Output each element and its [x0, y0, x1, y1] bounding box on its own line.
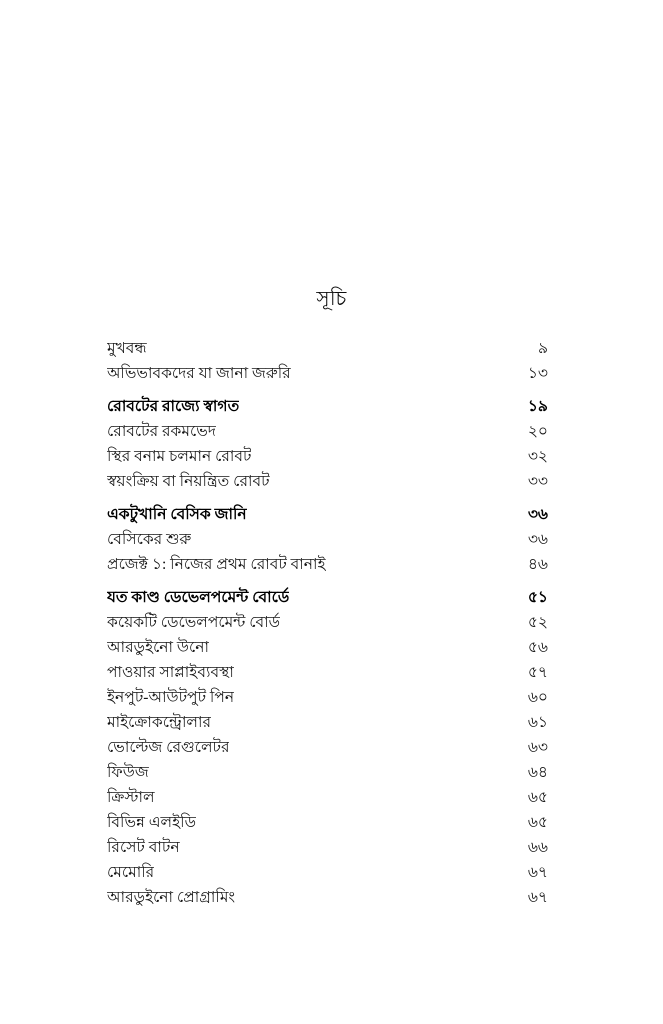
toc-entry[interactable]: [107, 810, 548, 835]
toc-entry-title: মাইক্রোকন্ট্রোলার: [107, 714, 212, 731]
toc-entry-title: ফিউজ: [107, 764, 149, 781]
toc-entry-title: মেমোরি: [107, 864, 155, 881]
toc-entry-title: রোবটের রকমভেদ: [107, 423, 216, 440]
toc-entry-title: ভোল্টেজ রেগুলেটর: [107, 739, 230, 756]
toc-entry-title: বেসিকের শুরু: [107, 531, 192, 548]
toc-entry[interactable]: [107, 635, 548, 660]
toc-entry-title: প্রজেক্ট ১: নিজের প্রথম রোবট বানাই: [107, 556, 326, 573]
toc-entry[interactable]: [107, 885, 548, 910]
toc-entry-title: ইনপুট-আউটপুট পিন: [107, 689, 235, 706]
toc-entry-page-number: ৬৩: [527, 739, 548, 756]
toc-entry-page-number: ৬৬: [527, 839, 548, 856]
page-title: সূচি: [316, 288, 347, 310]
toc-entry[interactable]: [107, 785, 548, 810]
toc-entry-title: যত কাণ্ড ডেভেলপমেন্ট বোর্ডে: [107, 589, 290, 606]
toc-entry[interactable]: [107, 394, 548, 419]
toc-entry-title: ক্রিস্টাল: [107, 789, 155, 806]
toc-entry[interactable]: [107, 527, 548, 552]
toc-entry-title: মুখবন্ধ: [107, 340, 147, 357]
table-of-contents-list: [107, 336, 548, 910]
toc-entry[interactable]: [107, 710, 548, 735]
toc-entry[interactable]: [107, 835, 548, 860]
toc-entry[interactable]: [107, 444, 548, 469]
toc-entry-title: কয়েকটি ডেভেলপমেন্ট বোর্ড: [107, 614, 281, 631]
toc-entry[interactable]: [107, 552, 548, 577]
toc-entry-title: অভিভাবকদের যা জানা জরুরি: [107, 365, 291, 382]
toc-entry-page-number: ৬৭: [527, 889, 548, 906]
toc-entry-page-number: ৩৬: [527, 506, 548, 523]
toc-entry-page-number: ৫১: [527, 589, 548, 606]
toc-entry-title: স্বয়ংক্রিয় বা নিয়ন্ত্রিত রোবট: [107, 473, 270, 490]
toc-entry[interactable]: [107, 585, 548, 610]
toc-entry[interactable]: [107, 860, 548, 885]
toc-entry[interactable]: [107, 361, 548, 386]
toc-entry-page-number: ৬৫: [527, 814, 548, 831]
toc-entry[interactable]: [107, 660, 548, 685]
toc-entry-page-number: ৬৭: [527, 864, 548, 881]
toc-entry-page-number: ২০: [527, 423, 548, 440]
toc-entry-title: স্থির বনাম চলমান রোবট: [107, 448, 252, 465]
toc-entry-title: একটুখানি বেসিক জানি: [107, 506, 247, 523]
toc-entry[interactable]: [107, 760, 548, 785]
toc-entry[interactable]: [107, 419, 548, 444]
toc-entry-page-number: ৬৫: [527, 789, 548, 806]
toc-entry[interactable]: [107, 610, 548, 635]
toc-entry-page-number: ৩৬: [527, 531, 548, 548]
toc-entry-page-number: ৬১: [527, 714, 548, 731]
toc-entry-page-number: ৬৪: [527, 764, 548, 781]
toc-entry-title: আরডুইনো প্রোগ্রামিং: [107, 889, 236, 906]
toc-entry[interactable]: [107, 502, 548, 527]
toc-entry-page-number: ৫২: [527, 614, 548, 631]
toc-entry-title: রোবটের রাজ্যে স্বাগত: [107, 398, 240, 415]
toc-entry-page-number: ৩২: [527, 448, 548, 465]
toc-entry-page-number: ৫৭: [527, 664, 548, 681]
toc-entry-page-number: ৩৩: [527, 473, 548, 490]
toc-entry[interactable]: [107, 735, 548, 760]
toc-entry-title: বিভিন্ন এলইডি: [107, 814, 197, 831]
toc-entry-page-number: ৯: [537, 340, 548, 357]
toc-entry[interactable]: [107, 685, 548, 710]
toc-entry-page-number: ৬০: [527, 689, 548, 706]
toc-entry[interactable]: [107, 336, 548, 361]
toc-entry-page-number: ১৯: [527, 398, 548, 415]
toc-entry-page-number: ৪৬: [527, 556, 548, 573]
toc-entry-page-number: ১৩: [527, 365, 548, 382]
toc-entry-title: আরডুইনো উনো: [107, 639, 209, 656]
toc-entry-page-number: ৫৬: [527, 639, 548, 656]
toc-entry-title: পাওয়ার সাপ্লাইব্যবস্থা: [107, 664, 234, 681]
toc-entry[interactable]: [107, 469, 548, 494]
toc-entry-title: রিসেট বাটন: [107, 839, 180, 856]
